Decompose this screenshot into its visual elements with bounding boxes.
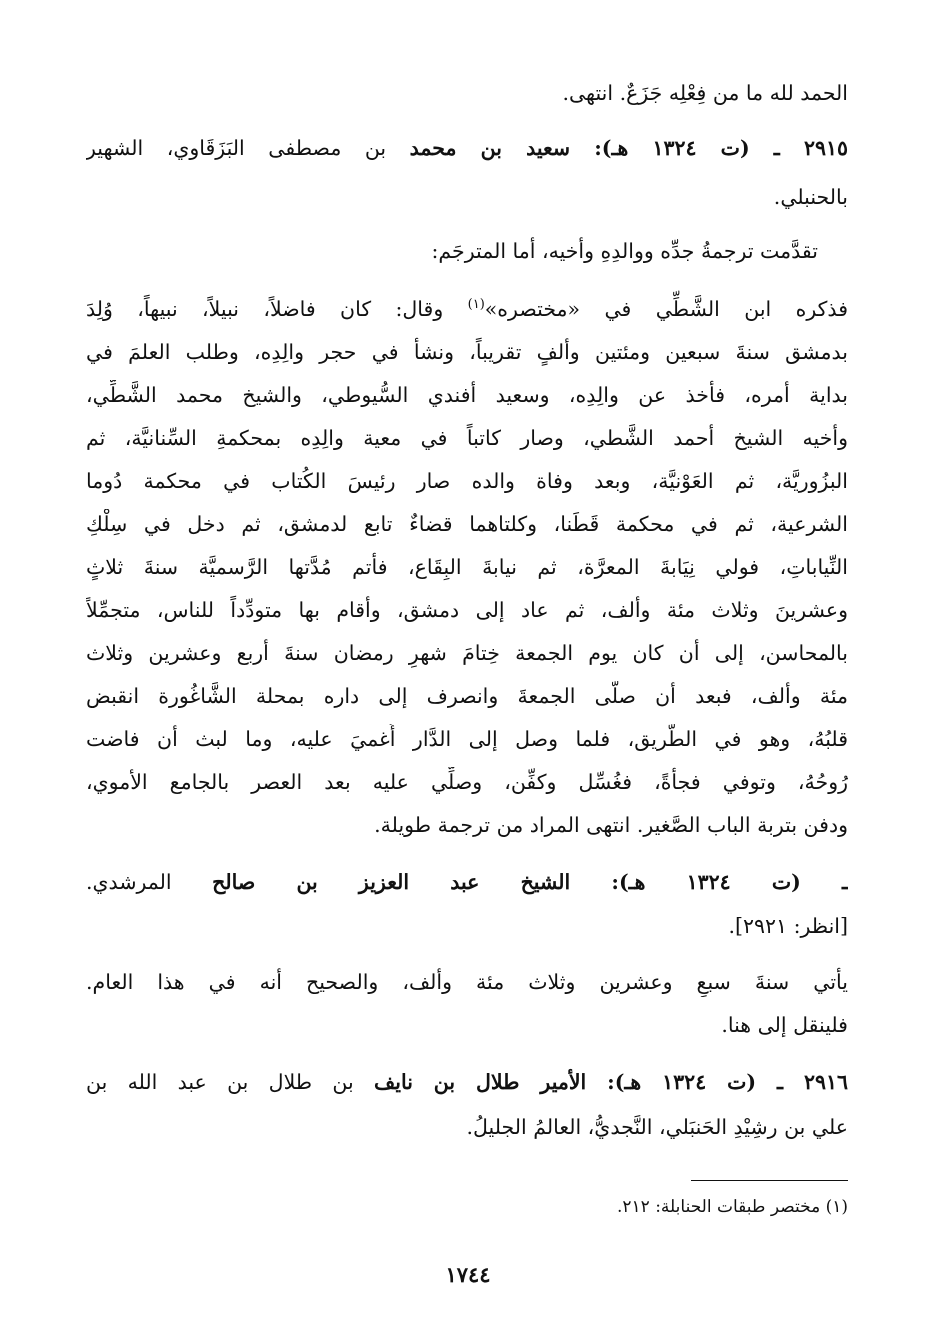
text-line: ودفن بتربة الباب الصَّغير. انتهى المراد من ترجمة طويلة. (374, 813, 848, 837)
entry-name: الأمير طلال بن نايف (374, 1070, 587, 1094)
text-segment: وقال: كان فاضلاً، نبيلاً، نبيهاً، وُلِدَ (86, 296, 468, 321)
text-line: مئة وألف، فبعد أن صلَّى الجمعةَ وانصرف إلى داره بمحلة الشَّاغُورة انقبض (86, 684, 848, 708)
text-segment: فذكره ابن الشَّطِّي في «مختصره» (484, 296, 848, 321)
cross-reference: [انظر: ٢٩٢١]. (728, 914, 848, 938)
entry-number: ٢٩١٦ ـ (ت ١٣٢٤ هـ): (586, 1070, 848, 1094)
text-line: بدمشق سنةَ سبعين ومئتين وألفٍ تقريباً، ونشأ في حجر والِدِه، وطلب العلمَ في (86, 340, 848, 364)
text-line: قلبُهُ، وهو في الطَّريق، فلما وصل إلى الدَّار أُغميَ عليه، وما لبث أن فاضت (86, 727, 848, 751)
entry-2915-heading (86, 133, 848, 163)
entry-2916-heading (86, 1067, 848, 1097)
text-line: علي بن رشِيْدِ الحَنبَلي، النَّجديُّ، العالمُ الجليلُ. (466, 1115, 848, 1139)
text-line: بالمحاسن، إلى أن كان يوم الجمعة خِتامَ شهرِ رمضان سنةَ أربع وعشرين وثلاث (86, 641, 848, 665)
footnote-divider (691, 1180, 848, 1181)
text-line (86, 290, 848, 324)
text-line: بداية أمره، فأخذ عن والِدِه، وسعيد أفندي السُّيوطي، والشيخ محمد الشَّطِّي، (86, 383, 848, 407)
text-line: تقدَّمت ترجمةُ جدِّه ووالدِهِ وأخيه، أما المترجَم: (431, 239, 818, 263)
entry-name-rest: المرشدي. (86, 870, 213, 894)
text-line: وعشرينَ وثلاث مئة وألف، ثم عاد إلى دمشق، وأقام بها متودِّداً للناس، متجمِّلاً (86, 598, 848, 622)
footnote: (١) مختصر طبقات الحنابلة: ٢١٢. (616, 1197, 848, 1217)
text-line: رُوحُهُ، وتوفي فجأةً، فغُسِّل وكفِّن، وصلِّي عليه بعد العصر بالجامع الأموي، (86, 770, 848, 794)
text-line: بالحنبلي. (773, 185, 848, 209)
text-line: يأتي سنةَ سبعٍ وعشرين وثلاث مئة وألف، والصحيح أنه في هذا العام. (86, 970, 848, 994)
entry-number: ٢٩١٥ ـ (ت ١٣٢٤ هـ): (570, 136, 848, 160)
text-line: الحمد لله ما من فِعْلِه جَزَعٌ. انتهى. (562, 81, 848, 105)
footnote-marker: (١) (467, 297, 485, 312)
entry-name: ـ (ت ١٣٢٤ هـ): الشيخ عبد العزيز بن صالح (212, 870, 848, 894)
page-number: ١٧٤٤ (445, 1262, 491, 1287)
text-line: النِّياباتِ، فولي نِيَابةَ المعرَّة، ثم نيابةَ البِقَاع، فأتم مُدَّتها الرَّسميَّة سنةَ ثلاثٍ (86, 555, 848, 579)
text-line: فلينقل إلى هنا. (721, 1013, 848, 1037)
text-line: الشرعية، ثم في محكمة قَطَنا، وكلتاهما قضاءٌ تابع لدمشق، ثم دخل في سِلْكِ (86, 512, 848, 536)
text-line: وأخيه الشيخ أحمد الشَّطي، وصار كاتباً في معية والِدِه بمحكمةِ السِّنانيَّة، ثم (86, 426, 848, 450)
text-line: البزُوريَّة، ثم العَوْنيَّة، وبعد وفاة والده صار رئيسَ الكُتاب في محكمة دُوما (86, 469, 848, 493)
entry-cross-reference-heading (86, 867, 848, 897)
entry-name-rest: بن طلال بن عبد الله بن (86, 1070, 375, 1094)
entry-name-rest: بن مصطفى البَزَقَاوي، الشهير (86, 136, 410, 160)
entry-name: سعيد بن محمد (409, 136, 571, 160)
